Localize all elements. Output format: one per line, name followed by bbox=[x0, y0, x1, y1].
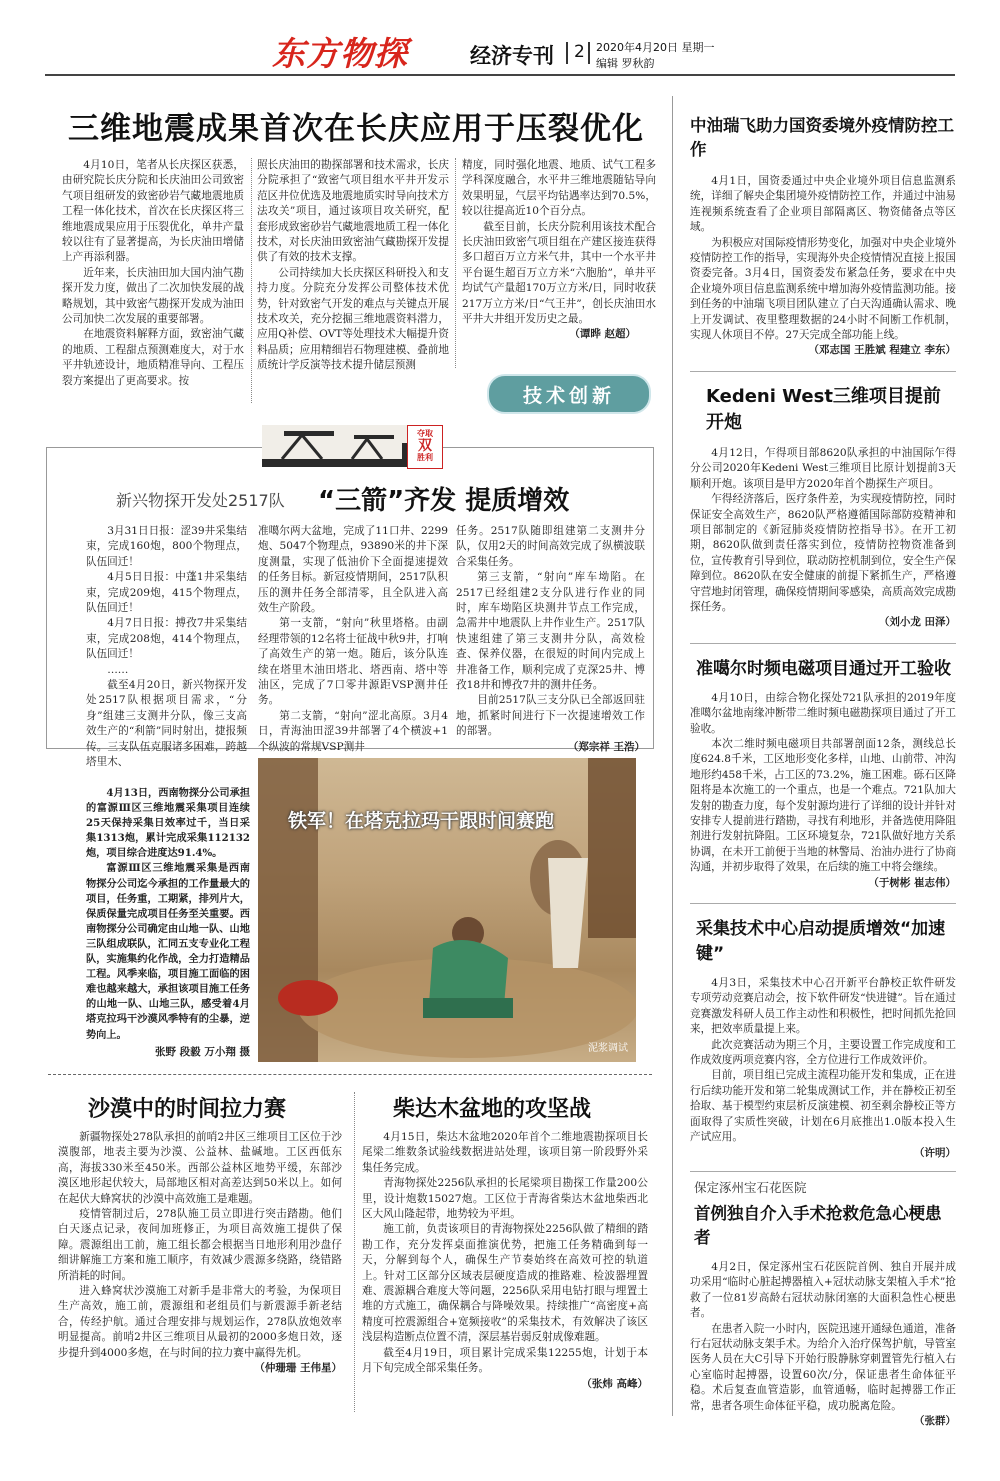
page-divider bbox=[566, 42, 568, 64]
qaidam-headline: 柴达木盆地的攻坚战 bbox=[393, 1097, 592, 1122]
col-sep bbox=[354, 1092, 355, 1412]
section-divider bbox=[48, 1074, 652, 1075]
qaidam-para: 4月15日，柴达木盆地2020年首个二维地震勘探项目长尾梁二维数条试验线数据进站处理，该项目第一阶段野外采集任务完成。 bbox=[362, 1131, 648, 1174]
a3-headline: 准噶尔时频电磁项目通过开工验收 bbox=[696, 658, 951, 679]
a5-para: 在患者入院一小时内，医院迅速开通绿色通道，准备行右冠状动脉支架手术。为给介入治疗保驾护航，导管室医务人员在大C引导下开始行股静脉穿刺置管先行植入右心室临时起搏器，设置60次/分，保证患者生命体征平稳。术后复查血管造影，血管通畅，临时起搏器工作正常，患者各项生命体征平稳，成功脱离危险。 bbox=[690, 1322, 956, 1412]
lead-para: 4月10日，笔者从长庆探区获悉，由研究院长庆分院和长庆油田公司致密气项目组研发的致密砂岩气藏地震地质工程一体化技术，首次在长庆探区将三维地震成果应用于压裂优化，单井产量较以往有了显著提高，为长庆油田增储上产再添利器。 bbox=[62, 159, 244, 264]
photo-para: 富源Ⅲ区三维地震采集是西南物探分公司迄今承担的工作量最大的项目，任务重，工期紧，排列片大，保质保量完成项目任务至关重要。西南物探分公司确定由山地一队、山地三队组成联队，汇同五支专业化工程队，实施集约化作战，全力打造精品工程。风季来临，项目施工面临的困难也越来越大，承担该项目施工任务的山地一队、山地三队，感受着4月塔克拉玛干沙漠风季特有的尘暴，逆势向上。 bbox=[86, 862, 250, 1041]
qaidam-para: 青海物探处2256队承担的长尾梁项目勘探工作量200公里，设计炮数15027炮。工区位于青海省柴达木盆地柴西北区大风山隆起带，地势较为平坦。 bbox=[362, 1177, 648, 1221]
story2-para: 第二支箭，“射向”涩北高原。3月4日，青海油田涩39井部署了4个横波+1个纵波的常规VSP测井 bbox=[258, 709, 448, 753]
story2-para: 第一支箭，“射向”秋里塔格。由副经理带领的12名将士征战中秋9井，打响了高效生产的第一炮。随后，该分队连续在塔里木油田塔北、塔西南、塔中等油区，完成了7口零井源距VSP测井任务。 bbox=[258, 617, 448, 707]
desert-headline: 沙漠中的时间拉力赛 bbox=[88, 1097, 287, 1122]
page-divider-2 bbox=[588, 42, 590, 64]
story2-para: 目前2517队三支分队已全部返回驻地，抓紧时间进行下一次提速增效工作的部署。 bbox=[456, 694, 645, 738]
stamp-line: 双 bbox=[418, 438, 432, 454]
desert-para: 疫情管制过后，278队施工员立即进行突击踏勘。他们白天逐点记录，夜间加班修正，为项目高效施工提供了保障。震源组出工前，施工组长都会根据当日地形利用沙盘仔细讲解施工方案和施工顺序，有效减少震源多绕路，绕错路所消耗的时间。 bbox=[58, 1208, 342, 1282]
victory-stamp bbox=[407, 425, 443, 469]
story2-para: 任务。2517队随即组建第二支测井分队，仅用2天的时间高效完成了纵横波联合采集任务。 bbox=[456, 525, 645, 568]
col-sep bbox=[455, 158, 456, 368]
right-column bbox=[690, 112, 956, 1429]
desert-para: 进入蜂窝状沙漠施工对新手是非常大的考验，为保项目生产高效，施工前，震源组和老组员们与新震源手新老结合，传经护航。通过合理安排与规划运作，278队放炮效率明显提高。前哨2井区三维项目从最初的2000多炮日效，逐步提升到4000多炮，在与时间的拉力赛中赢得先机。 bbox=[58, 1285, 342, 1359]
lead-para: 精度，同时强化地震、地质、试气工程多学科深度融合，水平井三维地震随钻导向效果明显，气层平均钻遇率达到70.5%，较以往提高近10个百分点。 bbox=[462, 159, 656, 218]
a1-body bbox=[690, 174, 956, 359]
a2-para: 乍得经济落后，医疗条件差，为实现疫情防控，同时保证安全高效生产，8620队严格遵循国际部防疫精神和项目部制定的《新冠肺炎疫情防控指导书》。在开工初期，8620队做到责任落实到位，疫情防控物资准备到位，宣传教育引导到位，联动防控机制到位，安全生产保障到位。8620队在安全健康的前提下紧抓生产，严格遵守营地封闭管理，确保疫情期间零感染，高质高效完成勘探任务。 bbox=[690, 493, 956, 613]
a4-para: 4月3日，采集技术中心召开新平台静校正软件研发专项劳动竞赛启动会，按下软件研发“快进键”。旨在通过竞赛激发科研人员工作主动性和积极性，把时间抓先抢回来，把效率质量提上来。 bbox=[690, 977, 956, 1036]
story2-col-3 bbox=[456, 524, 645, 755]
a2-signature: （刘小龙 田泽） bbox=[878, 616, 956, 629]
editor: 编辑 罗秋韵 bbox=[596, 57, 655, 70]
photo-signature: 张野 段毅 万小翔 摄 bbox=[155, 1045, 250, 1058]
a3-para: 4月10日，由综合物化探处721队承担的2019年度准噶尔盆地南缘冲断带二维时频电磁勘探项目通过了开工验收。 bbox=[690, 691, 956, 735]
a3-para: 本次二维时频电磁项目共部署剖面12条，测线总长度624.8千米，工区地形变化多样，山地、山前带、冲沟地形约458千米，占工区的73.2%，施工困难。砾石区降阻将是本次施工的一个重点，也是一个难点。721队加大发射的勘查力度，每个发射源均进行了详细的设计并针对安排专人提前进行踏勘，寻找有利地形，并备选使用降阻剂进行发射抗降阻。工区环境复杂，721队做好地方关系协调，在未开工前便于当地的林警局、治油办进行了协商沟通，并初步取得了效果，在后续的施工中将会继续。 bbox=[690, 737, 956, 874]
desert-signature: （仲珊珊 王伟星） bbox=[254, 1362, 342, 1375]
a4-para: 目前，项目组已完成主流程功能开发和集成，正在进行后续功能开发和第二轮集成测试工作，并在静校正初至拾取、基于模型约束层析反演建模、初至剩余静校正等方面取得了实质性突破，计划在6月底推出1.0版本投入生产试应用。 bbox=[690, 1069, 956, 1144]
desert-photo bbox=[258, 758, 636, 1062]
story2-para: 4月5日日报：中蓬1井采集结束，完成209炮，415个物理点，队伍回迁！ bbox=[86, 571, 247, 615]
qaidam-body bbox=[362, 1130, 648, 1392]
story2-col-1 bbox=[86, 524, 247, 771]
story2-para: 第三支箭，“射向”库车坳陷。在2517已经组建2支分队进行作业的同时，库车坳陷区块测井节点工作完成，急需井中地震队上井作业生产。2517队快速组建了第三支测井分队，高效检查、保养仪器，在很短的时间内完成上井准备工作，顺利完成了克深25井、博孜18井和博孜7井的测井任务。 bbox=[456, 571, 645, 692]
lead-para: 照长庆油田的勘探部署和技术需求，长庆分院承担了“致密气项目组水平井开发示范区井位优选及地震地质实时导向技术方法攻关”项目，通过该项目攻关研究，配套形成致密砂岩气藏地震地质工程一体化技术，对长庆油田致密油气藏勘探开发提供了有效的技术支撑。 bbox=[257, 159, 449, 264]
banner-tech-innovation bbox=[487, 374, 651, 414]
col-sep bbox=[251, 158, 252, 403]
lead-signature: （谭晔 赵超） bbox=[569, 328, 636, 341]
story2-para: 3月31日日报：涩39井采集结束，完成160炮，800个物理点，队伍回迁！ bbox=[86, 525, 247, 568]
header-rule bbox=[45, 74, 955, 76]
photo-story-text bbox=[86, 786, 250, 1060]
lead-para: 公司持续加大长庆探区科研投入和支持力度。分院充分发挥公司整体技术优势，针对致密气开发的难点与关键点开展技术攻关，充分挖掘三维地震资料潜力，应用Q补偿、OVT等处理技术大幅提升资料品质；应用精细岩石物理建模、叠前地质统计学反演等技术提升储层预测 bbox=[257, 266, 449, 372]
a5-kicker: 保定涿州宝石花医院 bbox=[694, 1179, 807, 1195]
a1-para: 为积极应对国际疫情形势变化，加强对中央企业境外疫情防控工作的指导，实现海外央企疫情情况直接上报国资委完备。3月4日，国资委发布紧急任务，要求在中央企业境外项目信息监测系统中增加海外疫情监测功能。接到任务的中油瑞飞项目团队建立了白天沟通确认需求、晚上开发调试、夜里整理数据的24小时不间断工作机制，实现人休项目不停。27天完成全部功能上线。 bbox=[690, 236, 956, 342]
section-name: 经济专刊 bbox=[470, 44, 554, 68]
photo-credit: 泥浆调试 bbox=[588, 1043, 628, 1054]
a2-para: 4月12日，乍得项目部8620队承担的中油国际乍得分公司2020年Kedeni West三维项目比原计划提前3天顺利开炮。该项目是甲方2020年首个勘探生产项目。 bbox=[690, 446, 956, 490]
a4-headline: 采集技术中心启动提质增效“加速键” bbox=[696, 919, 946, 965]
story2-signature: （郑宗祥 王浩） bbox=[567, 740, 645, 753]
lead-para: 截至目前，长庆分院利用该技术配合长庆油田致密气项目组在产建区接连获得多口超百万立方米气井，其中一个水平井平台诞生超百万立方米“六胞胎”，单井平均试气产量超170万立方米/日，同时收获217万立方米/日“气王井”，创长庆油田水平井大井组开发历史之最。 bbox=[462, 220, 656, 326]
a1-signature: （邓志国 王胜斌 程建立 李东） bbox=[808, 344, 956, 357]
desert-body bbox=[58, 1130, 342, 1377]
a4-signature: （许明） bbox=[914, 1146, 956, 1159]
a5-para: 4月2日，保定涿州宝石花医院首例、独自开展并成功采用“临时心脏起搏器植入+冠状动脉支架植入手术”抢救了一位81岁高龄右冠状动脉闭塞的大面积急性心梗患者。 bbox=[690, 1260, 956, 1320]
qaidam-para: 截至4月19日，项目累计完成采集12255炮，计划于本月下旬完成全部采集任务。 bbox=[362, 1346, 648, 1375]
story2-para: 4月7日日报：搏孜7井采集结束，完成208炮，414个物理点，队伍回迁！ bbox=[86, 617, 247, 661]
lead-col-1 bbox=[62, 158, 244, 389]
qaidam-signature: （张炜 高峰） bbox=[581, 1377, 648, 1390]
photo-para: 4月13日，西南物探分公司承担的富源Ⅲ区三维地震采集项目连续25天保持采集日效率过千，当日采集1313炮，累计完成采集112132炮，项目综合进度达91.4%。 bbox=[86, 787, 250, 860]
column-rule bbox=[672, 96, 673, 1416]
lead-para: 近年来，长庆油田加大国内油气勘探开发力度，做出了二次加快发展的战略规划，其中致密气勘探开发成为油田公司加快二次发展的重要部署。 bbox=[62, 266, 244, 326]
story2-kicker: 新兴物探开发处2517队 bbox=[116, 491, 285, 510]
lead-col-2 bbox=[257, 158, 449, 374]
photo-illustration bbox=[258, 758, 636, 1062]
a3-body bbox=[690, 691, 956, 891]
story2-para: 准噶尔两大盆地，完成了11口井、2299炮、5047个物理点，93890米的井下深度测量，实现了低油价下全面提速提效的任务目标。新冠疫情期间，2517队积压的测井任务全部清零，且全队进入高效生产阶段。 bbox=[258, 525, 448, 615]
story2-headline: “三箭”齐发 提质增效 bbox=[318, 486, 570, 516]
lead-col-3 bbox=[462, 158, 656, 343]
banner-label: 技术创新 bbox=[522, 384, 615, 407]
a4-body bbox=[690, 976, 956, 1161]
stamp-line: 胜利 bbox=[417, 453, 433, 462]
a2-body bbox=[690, 446, 956, 631]
issue-date: 2020年4月20日 星期一 bbox=[596, 41, 715, 54]
page-number: 2 bbox=[574, 42, 585, 62]
story2-col-2 bbox=[258, 524, 448, 755]
masthead bbox=[0, 0, 1000, 75]
a5-body bbox=[690, 1260, 956, 1429]
lead-para: 在地震资料解释方面，致密油气藏的地质、工程甜点预测难度大，对于水平井轨迹设计，地质精准导向、工程压裂方案提出了更高要求。按 bbox=[62, 328, 244, 387]
lead-headline: 三维地震成果首次在长庆应用于压裂优化 bbox=[68, 111, 644, 147]
story2-para: 截至4月20日，新兴物探开发处2517队根据项目需求，“分身”组建三支测井分队，像三支高效生产的“利箭”同时射出，捷报频传。三支队伍克服诸多困难，跨越塔里木、 bbox=[86, 679, 247, 769]
a5-headline: 首例独自介入手术抢救危急心梗患者 bbox=[694, 1203, 942, 1247]
stamp-line: 夺取 bbox=[417, 429, 433, 438]
photo-caption: 铁军！在塔克拉玛干跟时间赛跑 bbox=[288, 810, 555, 832]
qaidam-para: 施工前，负责该项目的青海物探处2256队做了精细的踏勘工作，充分发挥桌面推演优势，把施工任务精确到每一天，分解到每个人，确保生产节奏始终在高效可控的轨道上。针对工区部分区域表层硬度造成的推路难、检波器埋置难、震源耦合难度大等问题，2256队采用电钻打眼与埋置土堆的方式施工，确保耦合与降噪效果。持续推广“高密度+高精度可控震源组合+宽频接收”的采集技术，有效解决了该区浅层构造断点位置不清，深层基岩弱反射成像难题。 bbox=[362, 1223, 648, 1344]
a1-headline: 中油瑞飞助力国资委境外疫情防控工作 bbox=[690, 116, 954, 159]
a2-headline: Kedeni West三维项目提前开炮 bbox=[706, 385, 941, 433]
desert-para: 新疆物探处278队承担的前哨2井区三维项目工区位于沙漠腹部，地表主要为沙漠、公益林、盐碱地。工区西低东高，海拔330米至450米。西部公益林区地势平缓，东部沙漠区地形起伏较大，局部地区相对高差达到50米以上。如何在起伏大蜂窝状的沙漠中高效施工是难题。 bbox=[58, 1131, 342, 1205]
a4-para: 此次竞赛活动为期三个月，主要设置工作完成度和工作成效度两项竞赛内容，全方位进行工作成效评价。 bbox=[690, 1038, 956, 1067]
logo: 东方物探 bbox=[272, 34, 408, 73]
a5-signature: （张群） bbox=[914, 1414, 956, 1427]
a3-signature: （于树彬 崔志伟） bbox=[868, 876, 956, 889]
a1-para: 4月1日，国资委通过中央企业境外项目信息监测系统，详细了解央企集团境外疫情防控工作，并通过中油易连视频系统查看了企业项目部隔离区、物资储备点等区域。 bbox=[690, 175, 956, 234]
story2-para: …… bbox=[107, 663, 129, 676]
